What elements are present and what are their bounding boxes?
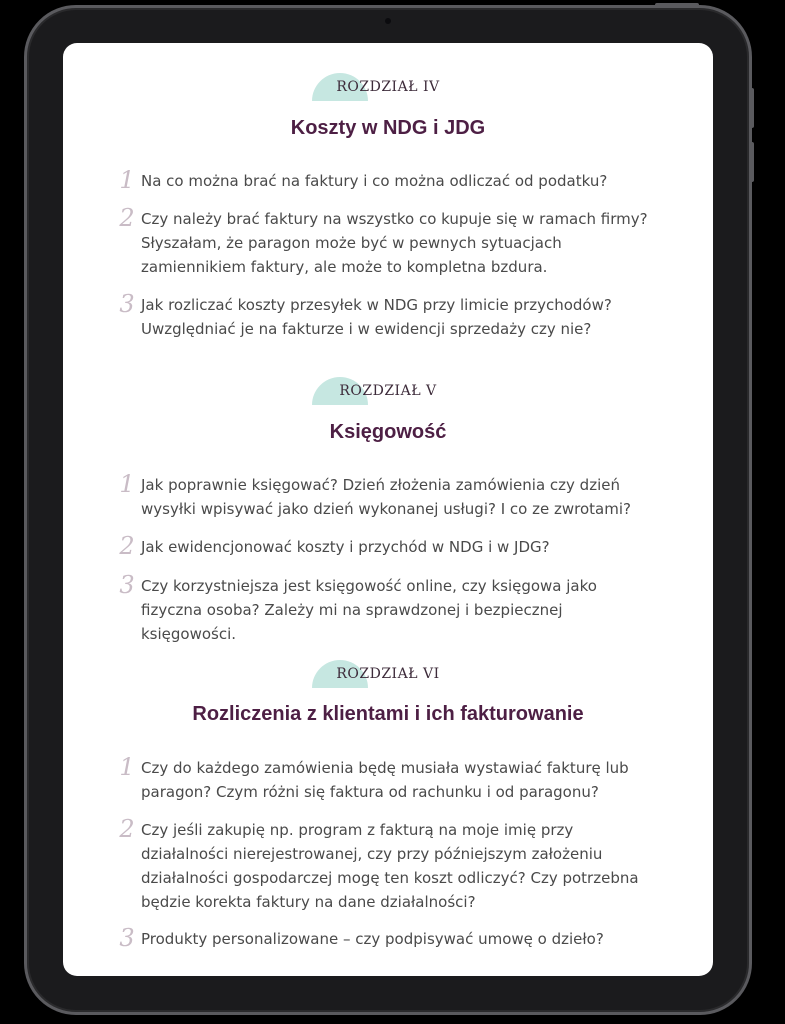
- question-number: 1: [119, 470, 135, 498]
- question-text: Jak poprawnie księgować? Dzień złożenia zamówienia czy dzień wysyłki wpisywać jako dzień wykonanej usługi? I co ze zwrotami?: [141, 476, 631, 518]
- question-text: Czy należy brać faktury na wszystko co kupuje się w ramach firmy? Słyszałam, że paragon może być w pewnych sytuacjach zamiennikiem faktury, ale może to kompletna bzdura.: [141, 210, 648, 276]
- document-page: [63, 43, 713, 976]
- chapter-6-label: ROZDZIAŁ VI: [336, 666, 440, 682]
- question-text: Jak rozliczać koszty przesyłek w NDG przy limicie przychodów? Uwzględniać je na fakturze i w ewidencji sprzedaży czy nie?: [141, 296, 612, 338]
- front-camera: [385, 18, 391, 24]
- question-number: 3: [119, 290, 135, 318]
- question-text: Czy jeśli zakupię np. program z fakturą na moje imię przy działalności nierejestrowanej, czy przy późniejszym założeniu działalności gospodarczej mogę ten koszt odliczyć? Czy potrzebna będzie korekta faktury na dane działalności?: [141, 821, 639, 911]
- volume-down-button: [750, 142, 754, 182]
- question-number: 2: [119, 532, 135, 560]
- question-number: 2: [119, 204, 135, 232]
- chapter-5-label: ROZDZIAŁ V: [339, 383, 437, 399]
- question-number: 1: [119, 166, 135, 194]
- question-text: Na co można brać na faktury i co można odliczać od podatku?: [141, 172, 608, 190]
- chapter-4-header: [63, 73, 713, 101]
- question-text: Jak ewidencjonować koszty i przychód w NDG i w JDG?: [141, 538, 550, 556]
- question-number: 1: [119, 753, 135, 781]
- question-number: 2: [119, 815, 135, 843]
- chapter-4-label: ROZDZIAŁ IV: [336, 79, 440, 95]
- chapter-5-header: [63, 377, 713, 405]
- chapter-6-header: [63, 660, 713, 688]
- question-number: 3: [119, 924, 135, 952]
- question-number: 3: [119, 571, 135, 599]
- question-text: Czy do każdego zamówienia będę musiała wystawiać fakturę lub paragon? Czym różni się faktura od rachunku i od paragonu?: [141, 759, 629, 801]
- volume-up-button: [750, 88, 754, 128]
- question-text: Produkty personalizowane – czy podpisywać umowę o dzieło?: [141, 930, 604, 948]
- chapter-5-title: Księgowość: [329, 421, 447, 443]
- chapter-4-title: Koszty w NDG i JDG: [290, 117, 486, 139]
- top-button: [655, 3, 699, 7]
- chapter-6-title: Rozliczenia z klientami i ich fakturowanie: [192, 703, 584, 725]
- question-text: Czy korzystniejsza jest księgowość online, czy księgowa jako fizyczna osoba? Zależy mi na sprawdzonej i bezpiecznej księgowości.: [141, 577, 597, 643]
